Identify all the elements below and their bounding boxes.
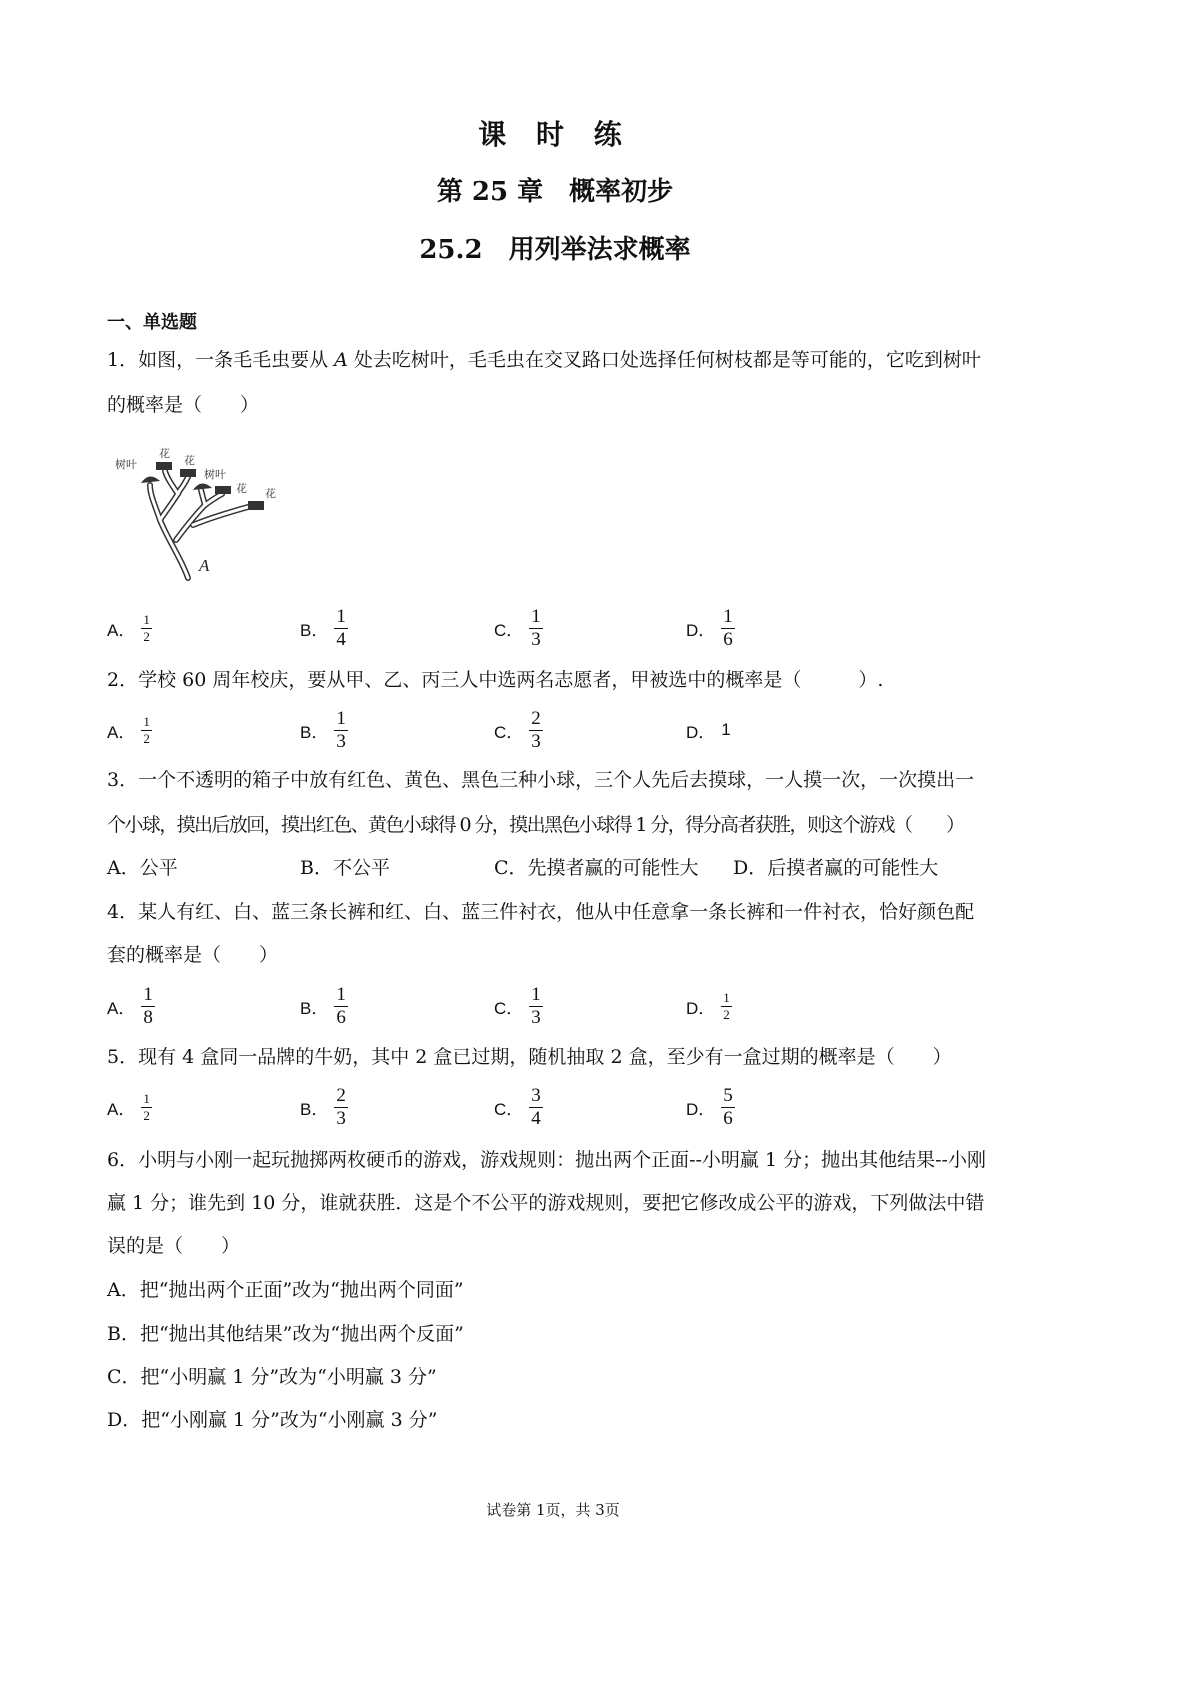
numerator: 1: [336, 707, 346, 729]
q4-option-b: [300, 981, 348, 1031]
question-6-line-3: 误的是（ ）: [107, 1235, 241, 1257]
q3-option-a: [107, 855, 178, 881]
option-label: C．: [107, 1366, 141, 1388]
flower-icon: [248, 501, 264, 510]
question-1-line-1: [107, 347, 981, 373]
option-label: C．: [494, 620, 524, 640]
q3-option-b: [300, 855, 390, 881]
flower-icon: [156, 462, 172, 470]
denominator: 2: [723, 1006, 730, 1022]
option-label: A．: [107, 722, 136, 742]
q1-option-c: [494, 603, 543, 653]
fraction: [334, 1086, 348, 1129]
denominator: 2: [143, 730, 150, 746]
q4-option-d: [686, 981, 732, 1031]
section-heading: 一、单选题: [107, 312, 197, 333]
page-title: 课 时 练: [478, 118, 632, 151]
option-label: A．: [107, 1279, 140, 1301]
question-text: 1．如图，一条毛毛虫要从: [107, 349, 335, 371]
q2-option-d: [686, 705, 731, 755]
numerator: 2: [336, 1084, 346, 1106]
question-3-line-2: 个小球，摸出后放回，摸出红色、黄色小球得 0 分，摸出黑色小球得 1 分，得分高者获胜，则这个游戏（ ）: [107, 814, 964, 836]
point-variable: A: [334, 349, 348, 371]
flower-label: 花: [184, 454, 195, 467]
numerator: 1: [143, 713, 150, 729]
denominator: 3: [531, 1006, 541, 1028]
option-text: 后摸者赢的可能性大: [767, 857, 939, 879]
fraction: [334, 709, 348, 752]
flower-icon: [180, 469, 196, 477]
q4-option-a: [107, 981, 155, 1031]
option-label: B．: [300, 857, 333, 879]
q2-option-b: [300, 705, 348, 755]
option-text: 先摸者赢的可能性大: [527, 857, 699, 879]
q5-option-d: [686, 1082, 735, 1132]
option-text: 把“抛出其他结果”改为“抛出两个反面”: [139, 1323, 464, 1345]
question-5-line-1: 5．现有 4 盒同一品牌的牛奶，其中 2 盒已过期，随机抽取 2 盒，至少有一盒过期的概率是（ ）: [107, 1046, 952, 1068]
option-text: 把“小刚赢 1 分”改为“小刚赢 3 分”: [141, 1409, 438, 1431]
denominator: 2: [143, 628, 150, 644]
denominator: 4: [531, 1107, 541, 1129]
q6-option-d: [107, 1407, 437, 1433]
flower-label: 花: [236, 482, 247, 495]
flower-label: 花: [265, 487, 276, 500]
option-text: 不公平: [332, 857, 390, 879]
numerator: 1: [143, 1090, 150, 1106]
numerator: 1: [531, 983, 541, 1005]
option-text: 把“抛出两个正面”改为“抛出两个同面”: [139, 1279, 464, 1301]
numerator: 5: [723, 1084, 733, 1106]
fraction: [141, 1092, 152, 1123]
q2-option-a: [107, 705, 152, 755]
denominator: 6: [336, 1006, 346, 1028]
fraction: [334, 985, 348, 1028]
q6-option-c: [107, 1364, 437, 1390]
option-text: 公平: [139, 857, 178, 879]
fraction: [529, 709, 543, 752]
option-label: A．: [107, 857, 140, 879]
flower-icon: [215, 486, 231, 494]
question-4-line-1: 4．某人有红、白、蓝三条长裤和红、白、蓝三件衬衣，他从中任意拿一条长裤和一件衬衣，恰好颜色配: [107, 901, 975, 923]
page-footer: 试卷第 1页，共 3页: [486, 1501, 620, 1519]
q5-option-b: [300, 1082, 348, 1132]
question-2-line-1: 2．学校 60 周年校庆，要从甲、乙、丙三人中选两名志愿者，甲被选中的概率是（ ）.: [107, 669, 884, 691]
question-text: 处去吃树叶，毛毛虫在交叉路口处选择任何树枝都是等可能的，它吃到树叶: [347, 349, 981, 371]
numerator: 1: [336, 983, 346, 1005]
q6-option-b: [107, 1321, 464, 1347]
denominator: 3: [531, 730, 541, 752]
option-label: A．: [107, 998, 136, 1018]
option-label: D．: [686, 1099, 716, 1119]
caterpillar-tree-figure: [105, 440, 290, 585]
leaf-label: 树叶: [204, 468, 226, 481]
option-label: D．: [686, 722, 716, 742]
q5-option-c: [494, 1082, 543, 1132]
q3-option-c: [494, 855, 699, 881]
option-label: C．: [494, 857, 528, 879]
q5-option-a: [107, 1082, 152, 1132]
option-label: D．: [686, 620, 716, 640]
option-label: C．: [494, 998, 524, 1018]
denominator: 6: [723, 628, 733, 650]
option-label: B．: [107, 1323, 140, 1345]
numerator: 2: [531, 707, 541, 729]
option-label: D．: [686, 998, 716, 1018]
option-label: B．: [300, 1099, 329, 1119]
numerator: 1: [143, 983, 153, 1005]
fraction: [529, 607, 543, 650]
question-4-line-2: 套的概率是（ ）: [107, 944, 279, 966]
fraction: [529, 1086, 543, 1129]
fraction: [141, 715, 152, 746]
numerator: 1: [143, 611, 150, 627]
q1-option-b: [300, 603, 348, 653]
fraction: [721, 991, 732, 1022]
chapter-title: 第 25 章 概率初步: [436, 177, 674, 207]
point-a-label: A: [199, 556, 210, 575]
numerator: 1: [336, 605, 346, 627]
q3-option-d: [733, 855, 938, 881]
denominator: 4: [336, 628, 346, 650]
option-label: D．: [107, 1409, 142, 1431]
leaf-icon: [141, 476, 160, 483]
question-1-line-2: 的概率是（ ）: [107, 394, 260, 416]
option-label: D．: [733, 857, 768, 879]
question-6-line-2: 赢 1 分；谁先到 10 分，谁就获胜．这是个不公平的游戏规则，要把它修改成公平的游戏，下列做法中错: [107, 1192, 985, 1214]
denominator: 6: [723, 1107, 733, 1129]
option-label: B．: [300, 620, 329, 640]
fraction: [721, 1086, 735, 1129]
denominator: 3: [336, 730, 346, 752]
option-label: C．: [494, 1099, 524, 1119]
fraction: [529, 985, 543, 1028]
q1-option-d: [686, 603, 735, 653]
denominator: 3: [531, 628, 541, 650]
q4-option-c: [494, 981, 543, 1031]
numerator: 1: [531, 605, 541, 627]
section-title: 25.2 用列举法求概率: [419, 235, 691, 265]
q1-option-a: [107, 603, 152, 653]
option-label: C．: [494, 722, 524, 742]
question-6-line-1: 6．小明与小刚一起玩抛掷两枚硬币的游戏，游戏规则：抛出两个正面--小明赢 1 分；抛出其他结果--小刚: [107, 1149, 986, 1171]
q6-option-a: [107, 1277, 464, 1303]
numerator: 1: [723, 989, 730, 1005]
option-value: 1: [721, 720, 731, 739]
denominator: 3: [336, 1107, 346, 1129]
question-3-line-1: 3．一个不透明的箱子中放有红色、黄色、黑色三种小球，三个人先后去摸球，一人摸一次，一次摸出一: [107, 769, 975, 791]
denominator: 8: [143, 1006, 153, 1028]
q2-option-c: [494, 705, 543, 755]
option-text: 把“小明赢 1 分”改为“小明赢 3 分”: [140, 1366, 437, 1388]
fraction: [334, 607, 348, 650]
option-label: A．: [107, 620, 136, 640]
fraction: [721, 607, 735, 650]
option-label: A．: [107, 1099, 136, 1119]
fraction: [141, 613, 152, 644]
fraction: [141, 985, 155, 1028]
numerator: 1: [723, 605, 733, 627]
flower-label: 花: [159, 447, 170, 460]
option-label: B．: [300, 998, 329, 1018]
denominator: 2: [143, 1107, 150, 1123]
option-label: B．: [300, 722, 329, 742]
leaf-label: 树叶: [115, 458, 137, 471]
numerator: 3: [531, 1084, 541, 1106]
